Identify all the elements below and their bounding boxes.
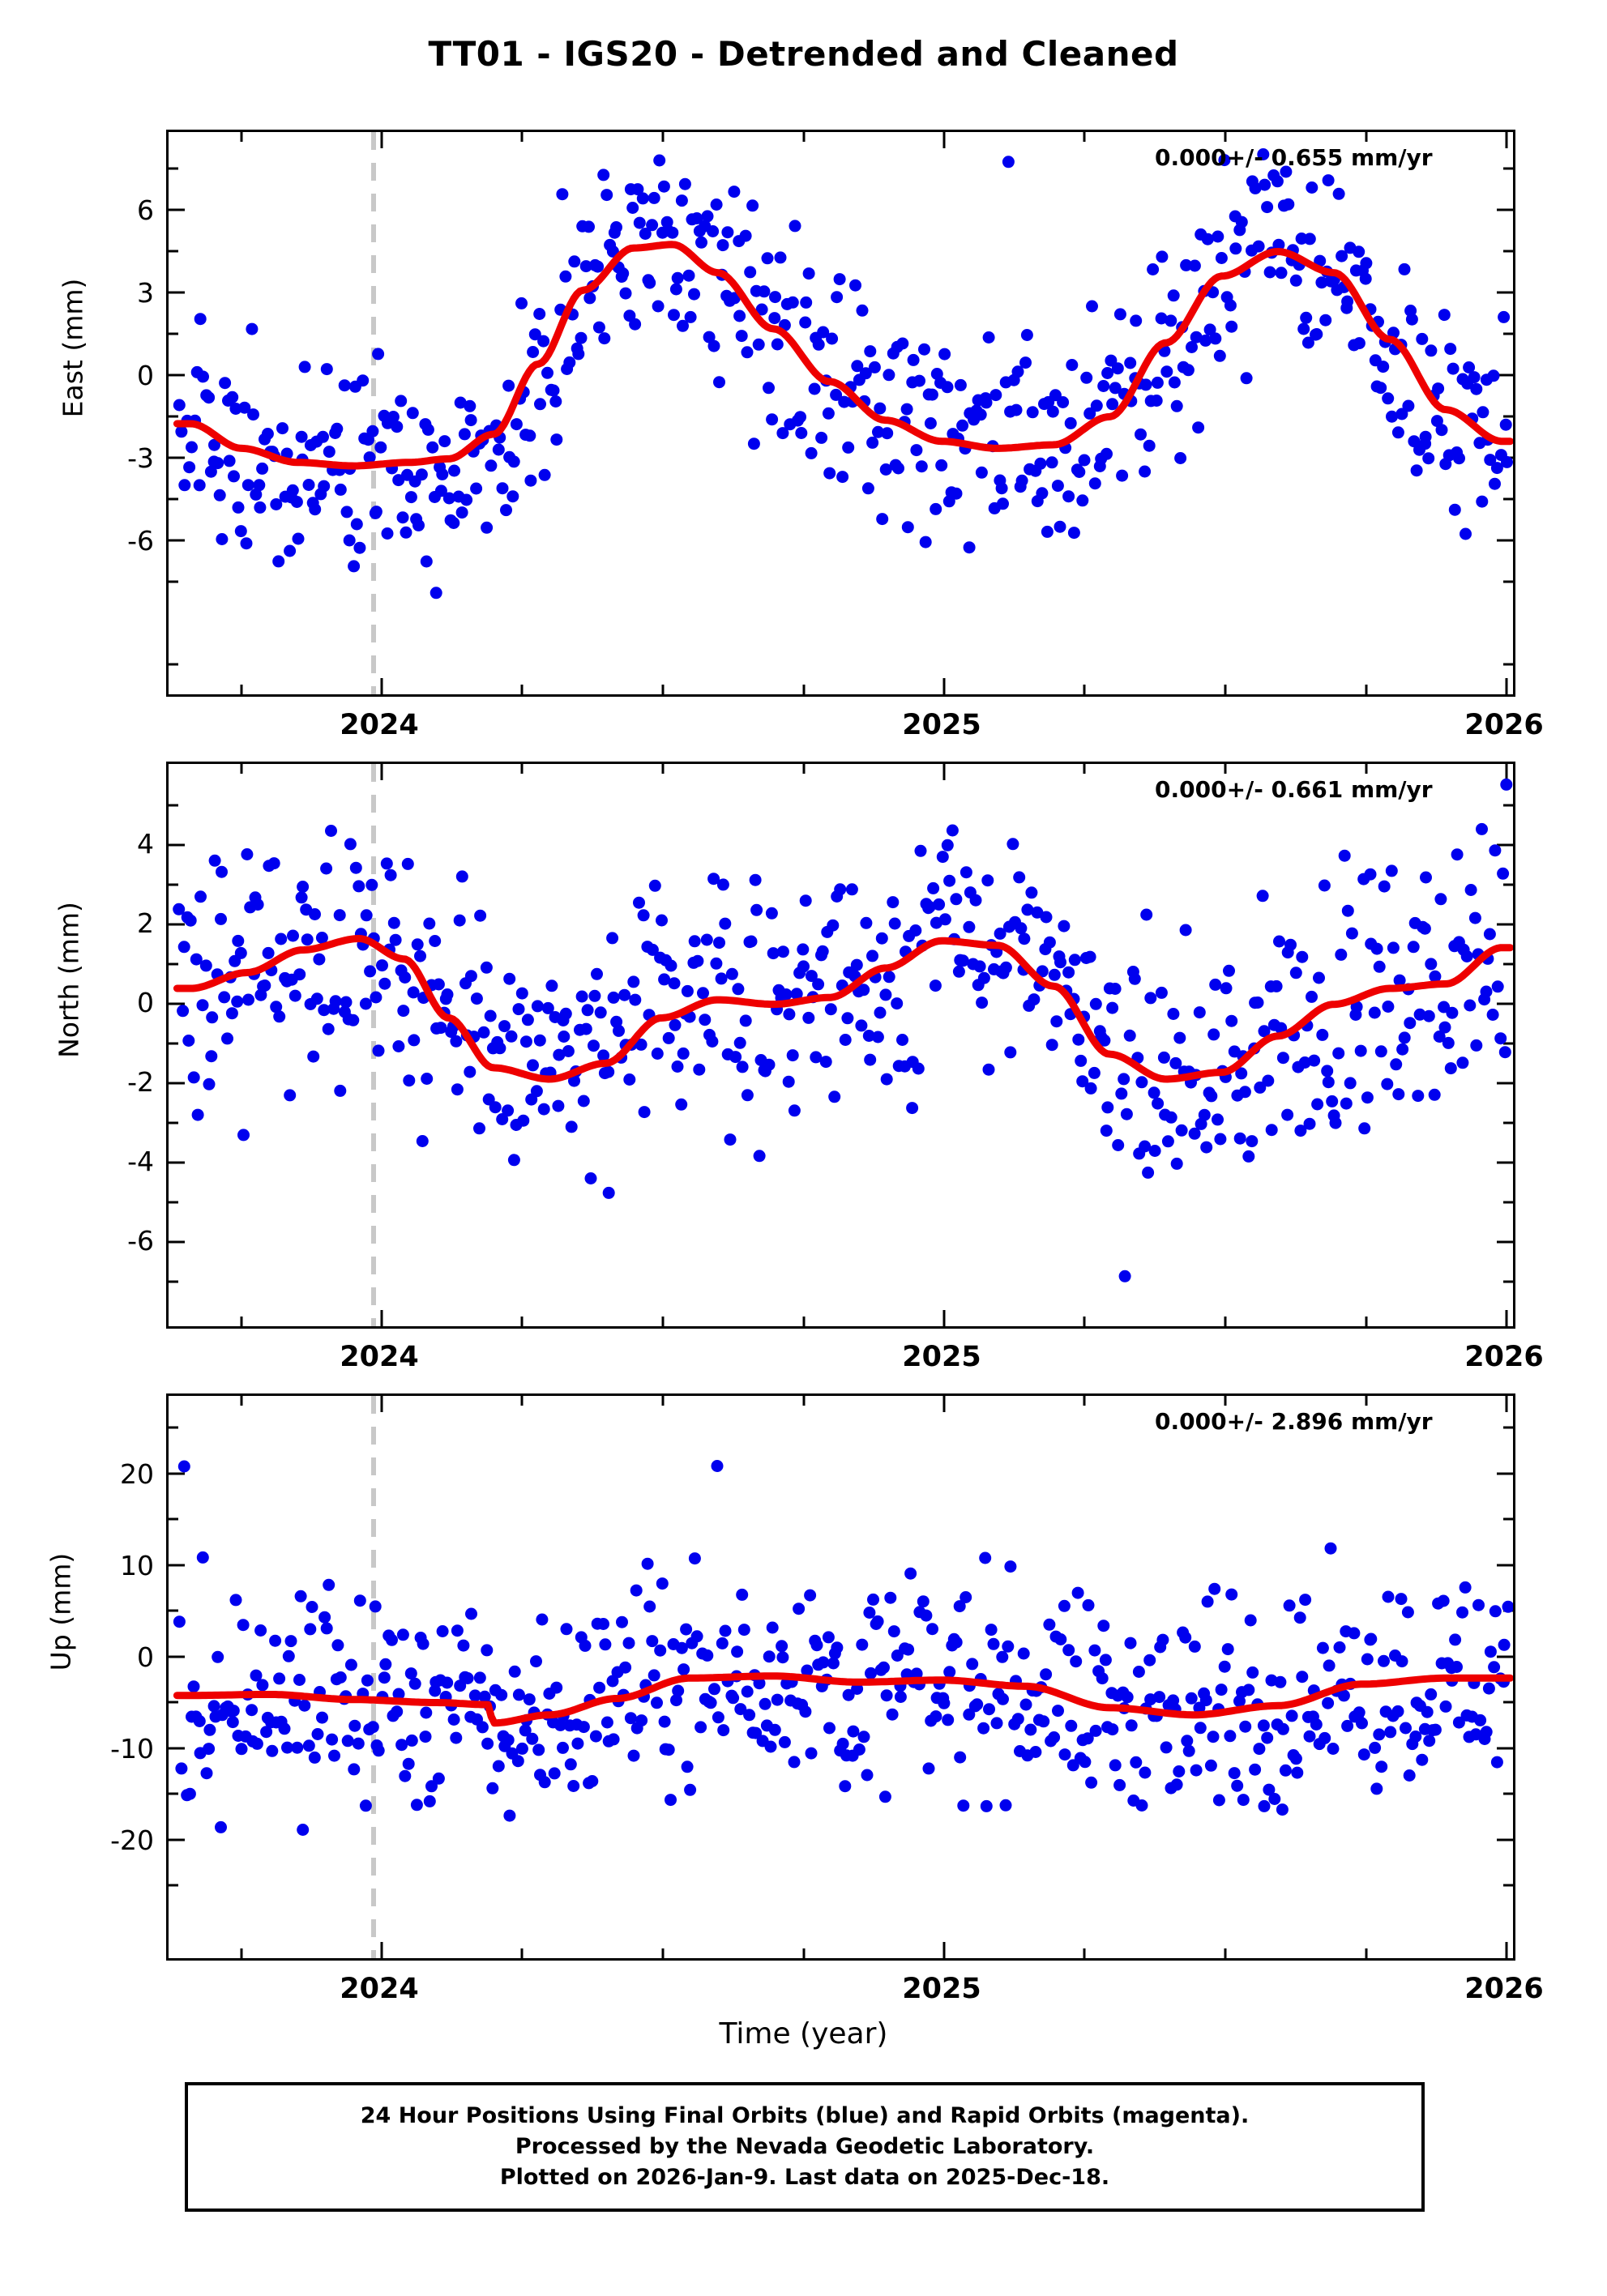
y-tick-north-neg6: -6 xyxy=(127,1225,154,1257)
y-tick-east-neg6: -6 xyxy=(127,525,154,557)
plot-area-north xyxy=(166,762,1515,1329)
scatter-points-east xyxy=(173,148,1513,599)
y-tick-north-4: 4 xyxy=(137,828,154,860)
x-tick-up-2024: 2024 xyxy=(340,1973,419,2005)
plot-area-east xyxy=(166,130,1515,697)
figure-title: TT01 - IGS20 - Detrended and Cleaned xyxy=(428,34,1179,74)
plot-svg-north xyxy=(169,764,1513,1326)
x-tick-north-2026: 2026 xyxy=(1464,1341,1544,1373)
rate-annotation-up: 0.000+/- 2.896 mm/yr xyxy=(1155,1408,1433,1435)
y-tick-east-3: 3 xyxy=(137,277,154,309)
panel-up xyxy=(0,1345,1607,2051)
plot-svg-east xyxy=(169,132,1513,694)
x-tick-north-2024: 2024 xyxy=(340,1341,419,1373)
x-tick-east-2024: 2024 xyxy=(340,709,419,741)
y-axis-label-east: East (mm) xyxy=(57,278,89,418)
panel-east xyxy=(0,81,1607,741)
y-tick-up-20: 20 xyxy=(120,1458,154,1490)
x-tick-east-2026: 2026 xyxy=(1464,709,1544,741)
panel-north xyxy=(0,713,1607,1373)
plot-area-up xyxy=(166,1393,1515,1961)
y-tick-up-neg20: -20 xyxy=(110,1824,154,1856)
y-tick-north-2: 2 xyxy=(137,907,154,939)
x-axis-label: Time (year) xyxy=(719,2017,888,2051)
y-axis-label-north: North (mm) xyxy=(53,902,85,1058)
y-axis-label-up: Up (mm) xyxy=(45,1552,77,1671)
y-tick-north-neg4: -4 xyxy=(127,1146,154,1177)
rate-annotation-north: 0.000+/- 0.661 mm/yr xyxy=(1155,776,1433,803)
y-tick-north-neg2: -2 xyxy=(127,1066,154,1098)
y-tick-up-neg10: -10 xyxy=(110,1733,154,1765)
footer-box xyxy=(185,2082,1425,2212)
y-tick-up-0: 0 xyxy=(137,1641,154,1673)
y-tick-north-0: 0 xyxy=(137,987,154,1018)
y-tick-up-10: 10 xyxy=(120,1550,154,1581)
x-tick-up-2026: 2026 xyxy=(1464,1973,1544,2005)
y-tick-east-0: 0 xyxy=(137,360,154,391)
x-tick-up-2025: 2025 xyxy=(902,1973,981,2005)
plot-svg-up xyxy=(169,1396,1513,1958)
footer-line-1: 24 Hour Positions Using Final Orbits (blue) and Rapid Orbits (magenta). xyxy=(360,2102,1250,2128)
x-tick-east-2025: 2025 xyxy=(902,709,981,741)
rate-annotation-east: 0.000+/- 0.655 mm/yr xyxy=(1155,144,1433,171)
footer-line-2: Processed by the Nevada Geodetic Laboratory. xyxy=(515,2133,1095,2159)
x-tick-north-2025: 2025 xyxy=(902,1341,981,1373)
y-tick-east-neg3: -3 xyxy=(127,442,154,474)
footer-line-3: Plotted on 2026-Jan-9. Last data on 2025-Dec-18. xyxy=(499,2165,1110,2191)
y-tick-east-6: 6 xyxy=(137,194,154,226)
